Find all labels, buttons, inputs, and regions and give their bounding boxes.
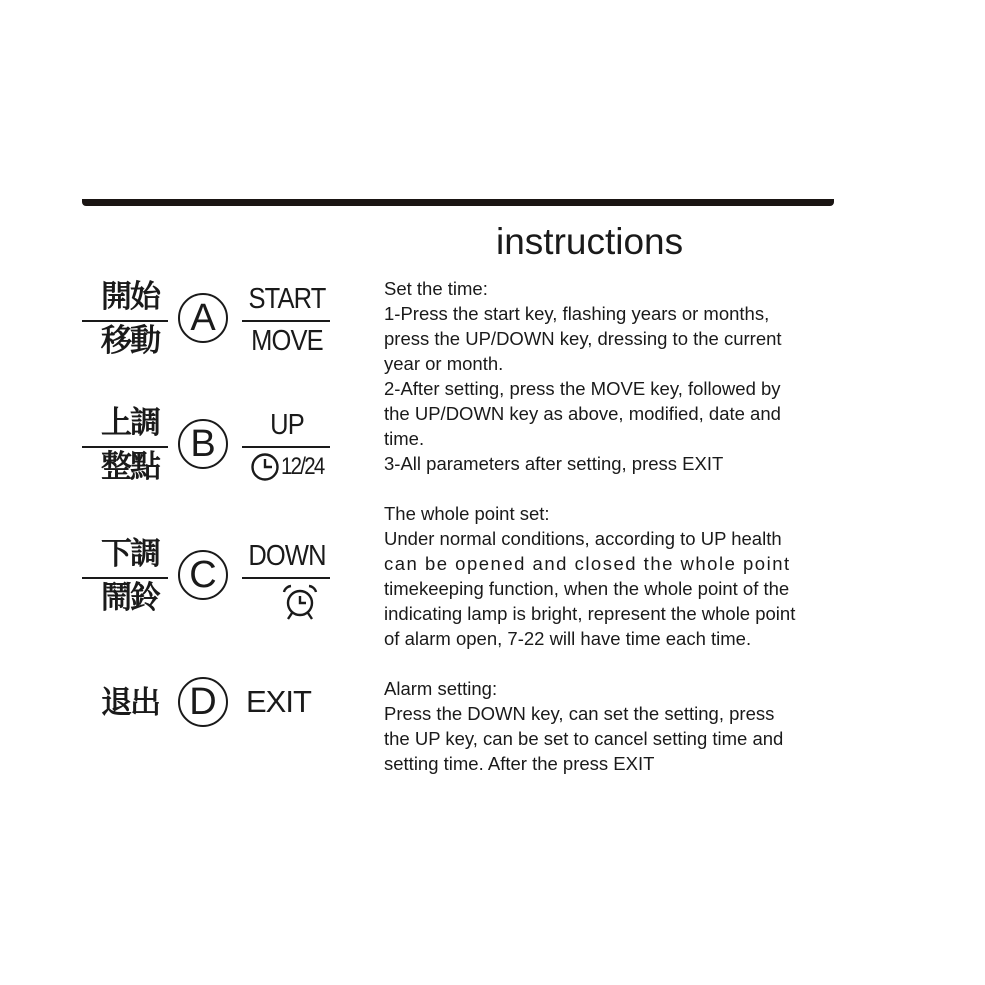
alarm-clock-icon — [280, 583, 320, 621]
key-b-en-top: UP — [270, 409, 304, 441]
key-c-cn-top: 下調 — [101, 536, 159, 572]
key-c-en-bottom — [260, 583, 340, 621]
key-b-en-rule — [242, 446, 330, 448]
key-a-cn-rule — [82, 320, 168, 322]
instruction-line: timekeeping function, when the whole point of the — [384, 578, 790, 599]
section-title: The whole point set: — [384, 503, 550, 524]
key-b-cn-rule — [82, 446, 168, 448]
section-title: Alarm setting: — [384, 678, 498, 699]
instruction-line: indicating lamp is bright, represent the whole point — [384, 603, 796, 624]
instruction-line: year or month. — [384, 353, 504, 374]
key-a-en-rule — [242, 320, 330, 322]
section-spacer — [384, 476, 844, 501]
key-c-en-rule — [242, 577, 330, 579]
key-a-en-top: START — [248, 283, 326, 315]
key-d-cn: 退出 — [101, 685, 159, 721]
instruction-line: can be opened and closed the whole point — [384, 553, 791, 574]
instruction-line: the UP/DOWN key as above, modified, date and — [384, 403, 781, 424]
instruction-line: Under normal conditions, according to UP health — [384, 528, 782, 549]
key-d — [82, 660, 342, 750]
top-divider — [82, 199, 834, 206]
key-c-en-top: DOWN — [248, 540, 326, 572]
instruction-line: setting time. After the press EXIT — [384, 753, 655, 774]
key-b — [82, 402, 342, 492]
key-b-cn-bottom: 整點 — [101, 449, 159, 485]
page-title: instructions — [496, 221, 684, 262]
section-title: Set the time: — [384, 278, 488, 299]
instruction-line: of alarm open, 7-22 will have time each time. — [384, 628, 752, 649]
instruction-line: the UP key, can be set to cancel setting time and — [384, 728, 784, 749]
key-d-en: EXIT — [246, 684, 311, 719]
key-c-cn-bottom: 鬧鈴 — [101, 580, 159, 616]
key-a-cn-bottom: 移動 — [101, 323, 159, 359]
key-d-badge: D — [178, 677, 228, 727]
key-a-badge: A — [178, 293, 228, 343]
instruction-line: 3-All parameters after setting, press EXIT — [384, 453, 724, 474]
key-c-badge: C — [178, 550, 228, 600]
instruction-line: time. — [384, 428, 425, 449]
clock-icon — [250, 452, 280, 482]
key-c — [82, 533, 342, 623]
key-b-cn-top: 上調 — [101, 405, 159, 441]
key-b-en-bottom — [250, 452, 331, 482]
section-spacer — [384, 651, 844, 676]
instructions-body — [384, 276, 844, 776]
instruction-line: press the UP/DOWN key, dressing to the current — [384, 328, 782, 349]
instruction-line: Press the DOWN key, can set the setting, press — [384, 703, 775, 724]
key-a-en-bottom: MOVE — [251, 325, 323, 357]
key-b-badge: B — [178, 419, 228, 469]
instruction-line: 1-Press the start key, flashing years or months, — [384, 303, 770, 324]
key-a-cn-top: 開始 — [101, 279, 159, 315]
key-c-cn-rule — [82, 577, 168, 579]
key-a — [82, 276, 342, 366]
instruction-line: 2-After setting, press the MOVE key, followed by — [384, 378, 781, 399]
key-b-en-bottom-label: 12/24 — [281, 453, 324, 480]
